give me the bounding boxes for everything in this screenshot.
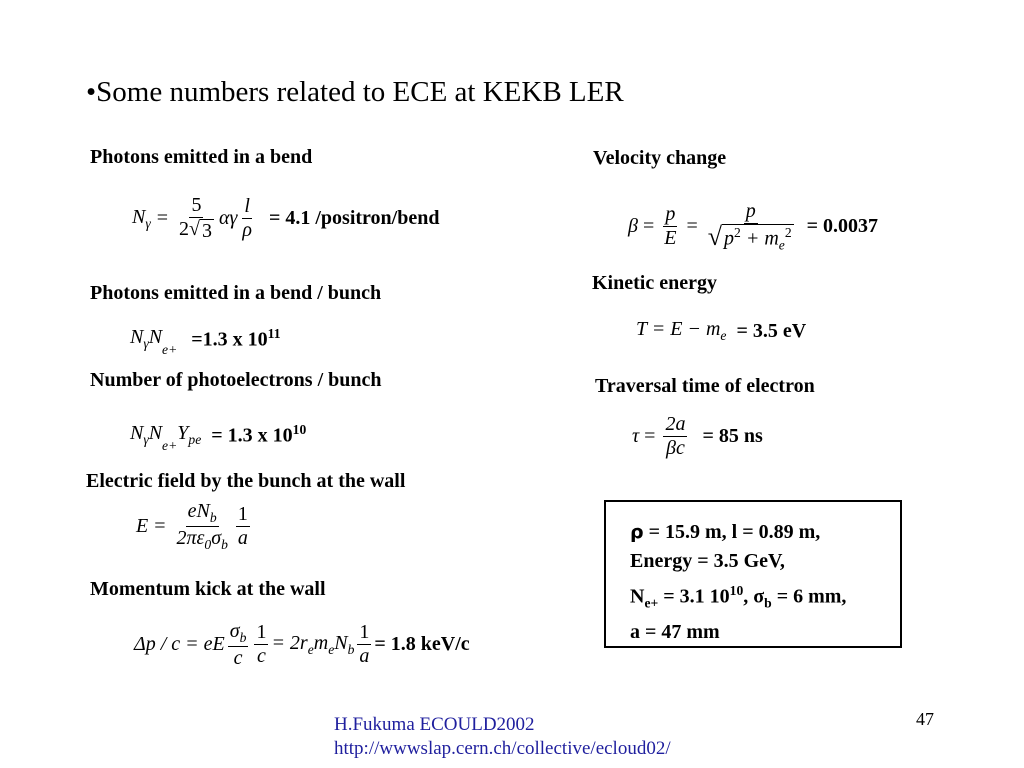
formula-velocity <box>628 200 878 253</box>
fraction-sigma-over-c: $\frac{\sigma_b}{c}$ <box>229 620 247 669</box>
fraction-efield: $\frac{eN_b}{2\pi\varepsilon_0\sigma_b}$ <box>176 500 228 552</box>
fraction-p-over-e: $\frac{p}{E}$ <box>664 203 677 250</box>
fraction-2a-over-betac: $\frac{2a}{\beta c}$ <box>665 413 686 459</box>
formula-n-gamma-ne-ype: $N_\gamma N_{e+}Y_{pe}$ <box>130 422 202 453</box>
heading-photons-bend: Photons emitted in a bend <box>90 146 313 168</box>
param-line-ne-sigma: $N_{e+} = 3.1$ $10^{10}$, $\sigma_b = 6$ mm, <box>630 583 847 611</box>
result-photons-bend: = 4.1 /positron/bend <box>268 207 440 229</box>
formula-alpha-gamma: αγ <box>218 207 238 229</box>
formula-kinetic-expr: $T = E - m_e$ <box>636 318 727 343</box>
footer-url[interactable]: http://wwwslap.cern.ch/collective/ecloud02/ <box>334 738 671 759</box>
param-line-a: a = 47 mm <box>630 620 720 643</box>
formula-n-gamma-ne: $N_\gamma N_{e+}$ <box>130 326 178 357</box>
formula-photons-bend <box>132 194 440 243</box>
formula-lhs: Δp / c = eE <box>134 633 225 656</box>
parameters-box <box>604 500 902 648</box>
fraction-coef: 5 2 √ 3 <box>178 194 212 242</box>
formula-kinetic <box>636 318 806 344</box>
heading-kinetic: Kinetic energy <box>592 272 717 294</box>
heading-efield: Electric field by the bunch at the wall <box>86 470 406 492</box>
result-photons-bunch: =1.3 x $10^{11}$ <box>191 326 281 351</box>
page-number: 47 <box>916 709 934 729</box>
result-momentum: = 1.8 keV/c <box>374 633 470 656</box>
footer-author: H.Fukuma ECOULD2002 <box>334 714 535 735</box>
result-kinetic: = 3.5 eV <box>736 319 807 342</box>
equals-sign: = <box>154 514 166 537</box>
result-traversal: = 85 ns <box>702 425 763 447</box>
heading-velocity: Velocity change <box>593 147 727 169</box>
param-line-energy: Energy = 3.5 GeV, <box>630 550 785 572</box>
heading-momentum: Momentum kick at the wall <box>90 578 326 600</box>
formula-efield <box>136 500 253 552</box>
fraction-p-over-root: p √ $p^2 + m_e^2$ <box>707 200 792 253</box>
formula-traversal <box>632 413 763 460</box>
param-line-rho: ρ = 15.9 m, l = 0.89 m, <box>630 521 821 543</box>
fraction-one-over-c: $\frac{1}{c}$ <box>256 621 267 668</box>
formula-lhs: E <box>136 514 149 537</box>
formula-photoelectrons <box>130 422 307 453</box>
formula-lhs: $N_\gamma$ <box>132 205 151 231</box>
equals-sign: = <box>156 207 168 229</box>
equals-sign: = <box>644 425 656 447</box>
formula-lhs: τ <box>632 425 640 447</box>
formula-photons-bunch <box>130 326 281 357</box>
fraction-l-rho: $\frac{l}{\rho}$ <box>242 195 252 241</box>
result-velocity: = 0.0037 <box>806 215 879 238</box>
result-photoelectrons: = 1.3 x $10^{10}$ <box>211 422 307 447</box>
heading-photons-bunch: Photons emitted in a bend / bunch <box>90 282 382 304</box>
formula-mid: = $2r_em_eN_b$ <box>271 631 355 657</box>
equals-sign: = <box>642 215 655 238</box>
heading-photoelectrons: Number of photoelectrons / bunch <box>90 369 382 391</box>
equals-sign: = <box>686 215 698 238</box>
formula-momentum <box>134 620 470 670</box>
formula-lhs: β <box>628 215 638 238</box>
heading-traversal: Traversal time of electron <box>595 375 815 397</box>
fraction-one-over-a: $\frac{1}{a}$ <box>359 621 370 668</box>
fraction-one-over-a: $\frac{1}{a}$ <box>237 502 248 549</box>
slide-title: •Some numbers related to ECE at KEKB LER <box>86 76 624 108</box>
